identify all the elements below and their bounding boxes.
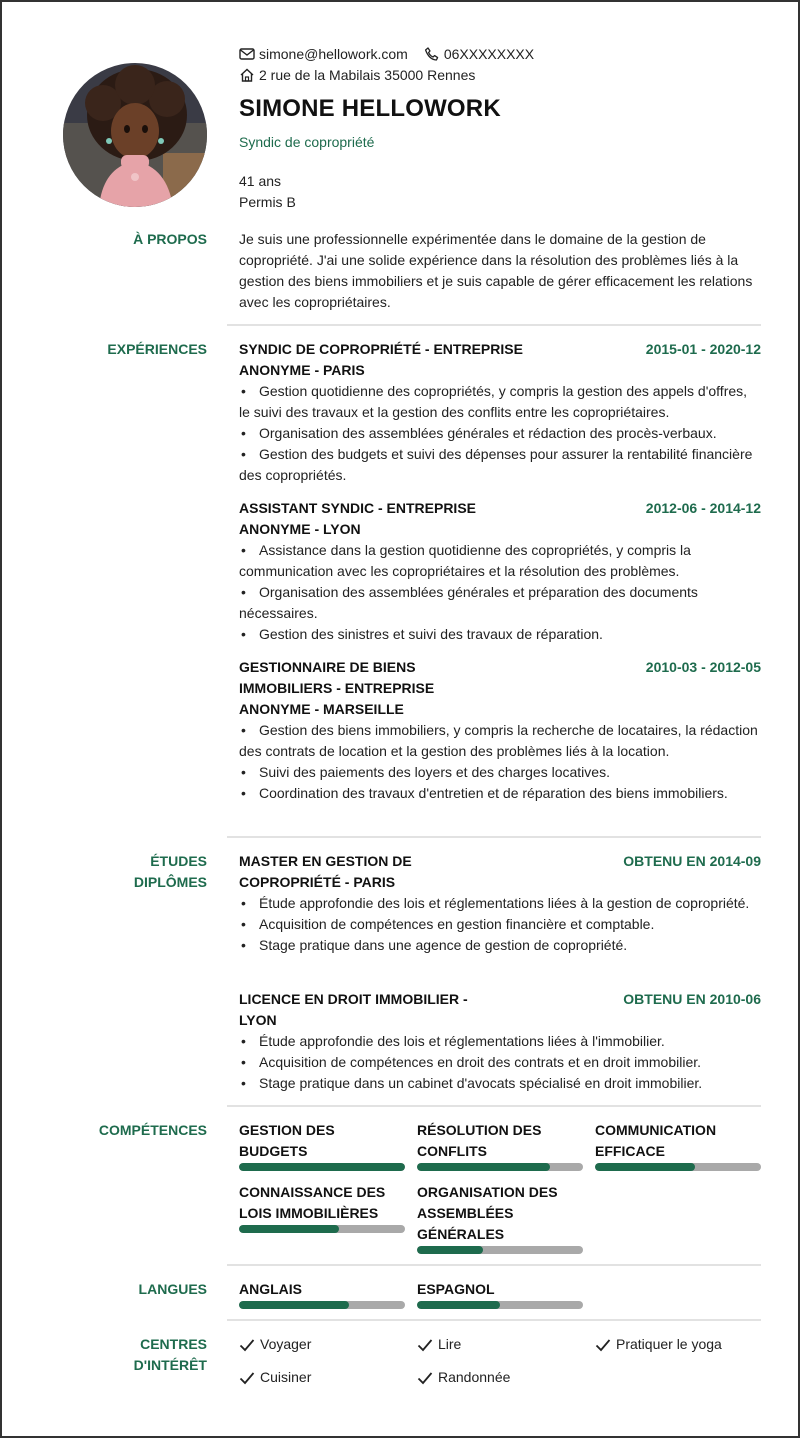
list-item: • Organisation des assemblées générales et préparation des documents nécessaires. [239,582,761,624]
language-bar-fill [239,1301,349,1309]
check-icon [417,1338,433,1352]
experience-title: ASSISTANT SYNDIC - ENTREPRISE ANONYME - LYON [239,500,476,537]
about-text: Je suis une professionnelle expérimentée dans le domaine de la gestion de copropriété. J'ai une solide expérience dans la résolution des problèmes liés à la gestion des biens immobiliers et je suis capable de gérer efficacement les relations avec les copropriétaires. [239,231,753,310]
interest-label: Voyager [260,1336,312,1352]
list-item: • Gestion des biens immobiliers, y compris la recherche de locataires, la rédaction des contrats de location et la gestion des problèmes liés à la location. [239,720,761,762]
education-bullets [239,893,761,956]
skill-bar [239,1163,405,1171]
interest-item [417,1367,510,1388]
experience-bullets [239,720,761,804]
experience-title: GESTIONNAIRE DE BIENS IMMOBILIERS - ENTREPRISE ANONYME - MARSEILLE [239,659,435,717]
experience-date: 2015-01 - 2020-12 [645,341,761,357]
language-item [417,1279,583,1309]
interest-label: Cuisiner [260,1369,312,1385]
email[interactable]: simone@hellowork.com [259,46,408,62]
section-label-education-line2: DIPLÔMES [133,874,207,890]
address: 2 rue de la Mabilais 35000 Rennes [259,67,476,83]
skill-item [595,1120,761,1171]
list-item: • Étude approfondie des lois et réglementations liées à l'immobilier. [239,1031,761,1052]
skill-item [417,1182,583,1254]
phone-icon [424,47,440,61]
skill-label: ORGANISATION DES ASSEMBLÉES GÉNÉRALES [417,1184,558,1242]
section-label-languages: LANGUES [138,1281,207,1297]
skill-bar [595,1163,761,1171]
experience-entry [239,498,761,645]
section-label-interests-line1: CENTRES [140,1336,207,1352]
language-bar [417,1301,583,1309]
skill-bar-fill [595,1163,695,1171]
job-title: Syndic de copropriété [239,134,375,150]
age: 41 ans [239,173,282,189]
avatar-illustration [63,63,207,207]
divider [227,324,761,326]
list-item: • Étude approfondie des lois et réglementations liées à la gestion de copropriété. [239,893,761,914]
skill-label: RÉSOLUTION DES CONFLITS [417,1122,542,1159]
address-line [239,65,475,85]
interest-label: Pratiquer le yoga [616,1336,722,1352]
section-label-education [2,851,207,893]
experience-title: SYNDIC DE COPROPRIÉTÉ - ENTREPRISE ANONYME - PARIS [239,341,523,378]
skill-bar [417,1163,583,1171]
education-entry [239,989,761,1094]
list-item: • Coordination des travaux d'entretien et de réparation des biens immobiliers. [239,783,761,804]
list-item: • Stage pratique dans un cabinet d'avocats spécialisé en droit immobilier. [239,1073,761,1094]
check-icon [239,1371,255,1385]
email-line [239,44,534,64]
education-title: LICENCE EN DROIT IMMOBILIER - LYON [239,991,468,1028]
list-item: • Stage pratique dans une agence de gestion de copropriété. [239,935,761,956]
license: Permis B [239,194,296,210]
section-label-education-line1: ÉTUDES [150,853,207,869]
section-label-interests [2,1334,207,1376]
interest-item [239,1367,311,1388]
list-item: • Assistance dans la gestion quotidienne des copropriétés, y compris la communication avec les copropriétaires et la résolution des problèmes. [239,540,761,582]
mail-icon [239,47,255,61]
divider [227,836,761,838]
experience-date: 2012-06 - 2014-12 [645,500,761,516]
skill-bar [417,1246,583,1254]
skill-bar-fill [239,1163,405,1171]
education-date: OBTENU EN 2010-06 [623,991,761,1007]
list-item: • Gestion des budgets et suivi des dépenses pour assurer la rentabilité financière des copropriétés. [239,444,761,486]
experience-bullets [239,381,761,486]
education-bullets [239,1031,761,1094]
list-item: • Suivi des paiements des loyers et des charges locatives. [239,762,761,783]
skill-label: CONNAISSANCE DES LOIS IMMOBILIÈRES [239,1184,386,1221]
skill-item [239,1120,405,1171]
interest-label: Randonnée [438,1369,511,1385]
experience-bullets [239,540,761,645]
experience-entry [239,339,761,486]
skill-item [417,1120,583,1171]
skill-label: GESTION DES BUDGETS [239,1122,335,1159]
education-title: MASTER EN GESTION DE COPROPRIÉTÉ - PARIS [239,853,412,890]
skill-bar [239,1225,405,1233]
full-name: SIMONE HELLOWORK [239,95,501,122]
phone[interactable]: 06XXXXXXXX [443,46,535,62]
section-label-interests-line2: D'INTÉRÊT [133,1357,207,1373]
check-icon [239,1338,255,1352]
skill-bar-fill [417,1163,550,1171]
list-item: • Organisation des assemblées générales et rédaction des procès-verbaux. [239,423,761,444]
list-item: • Acquisition de compétences en gestion financière et comptable. [239,914,761,935]
skill-label: COMMUNICATION EFFICACE [595,1122,717,1159]
language-bar [239,1301,405,1309]
interest-item [595,1334,722,1355]
education-date: OBTENU EN 2014-09 [623,853,761,869]
section-label-experience: EXPÉRIENCES [107,341,207,357]
language-label: ANGLAIS [239,1281,302,1297]
check-icon [595,1338,611,1352]
education-entry [239,851,761,956]
interest-item [417,1334,461,1355]
divider [227,1105,761,1107]
experience-entry [239,657,761,804]
divider [227,1319,761,1321]
section-label-skills: COMPÉTENCES [98,1122,207,1138]
list-item: • Gestion des sinistres et suivi des travaux de réparation. [239,624,761,645]
list-item: • Acquisition de compétences en droit des contrats et en droit immobilier. [239,1052,761,1073]
avatar [63,63,207,207]
divider [227,1264,761,1266]
language-label: ESPAGNOL [417,1281,495,1297]
list-item: • Gestion quotidienne des copropriétés, y compris la gestion des appels d'offres, le suivi des travaux et la gestion des conflits entre les copropriétaires. [239,381,761,423]
skill-item [239,1182,405,1233]
interest-label: Lire [438,1336,462,1352]
interest-item [239,1334,311,1355]
home-icon [239,68,255,82]
language-bar-fill [417,1301,500,1309]
experience-date: 2010-03 - 2012-05 [645,659,761,675]
skill-bar-fill [417,1246,483,1254]
language-item [239,1279,405,1309]
skill-bar-fill [239,1225,339,1233]
section-label-about: À PROPOS [133,231,207,247]
check-icon [417,1371,433,1385]
